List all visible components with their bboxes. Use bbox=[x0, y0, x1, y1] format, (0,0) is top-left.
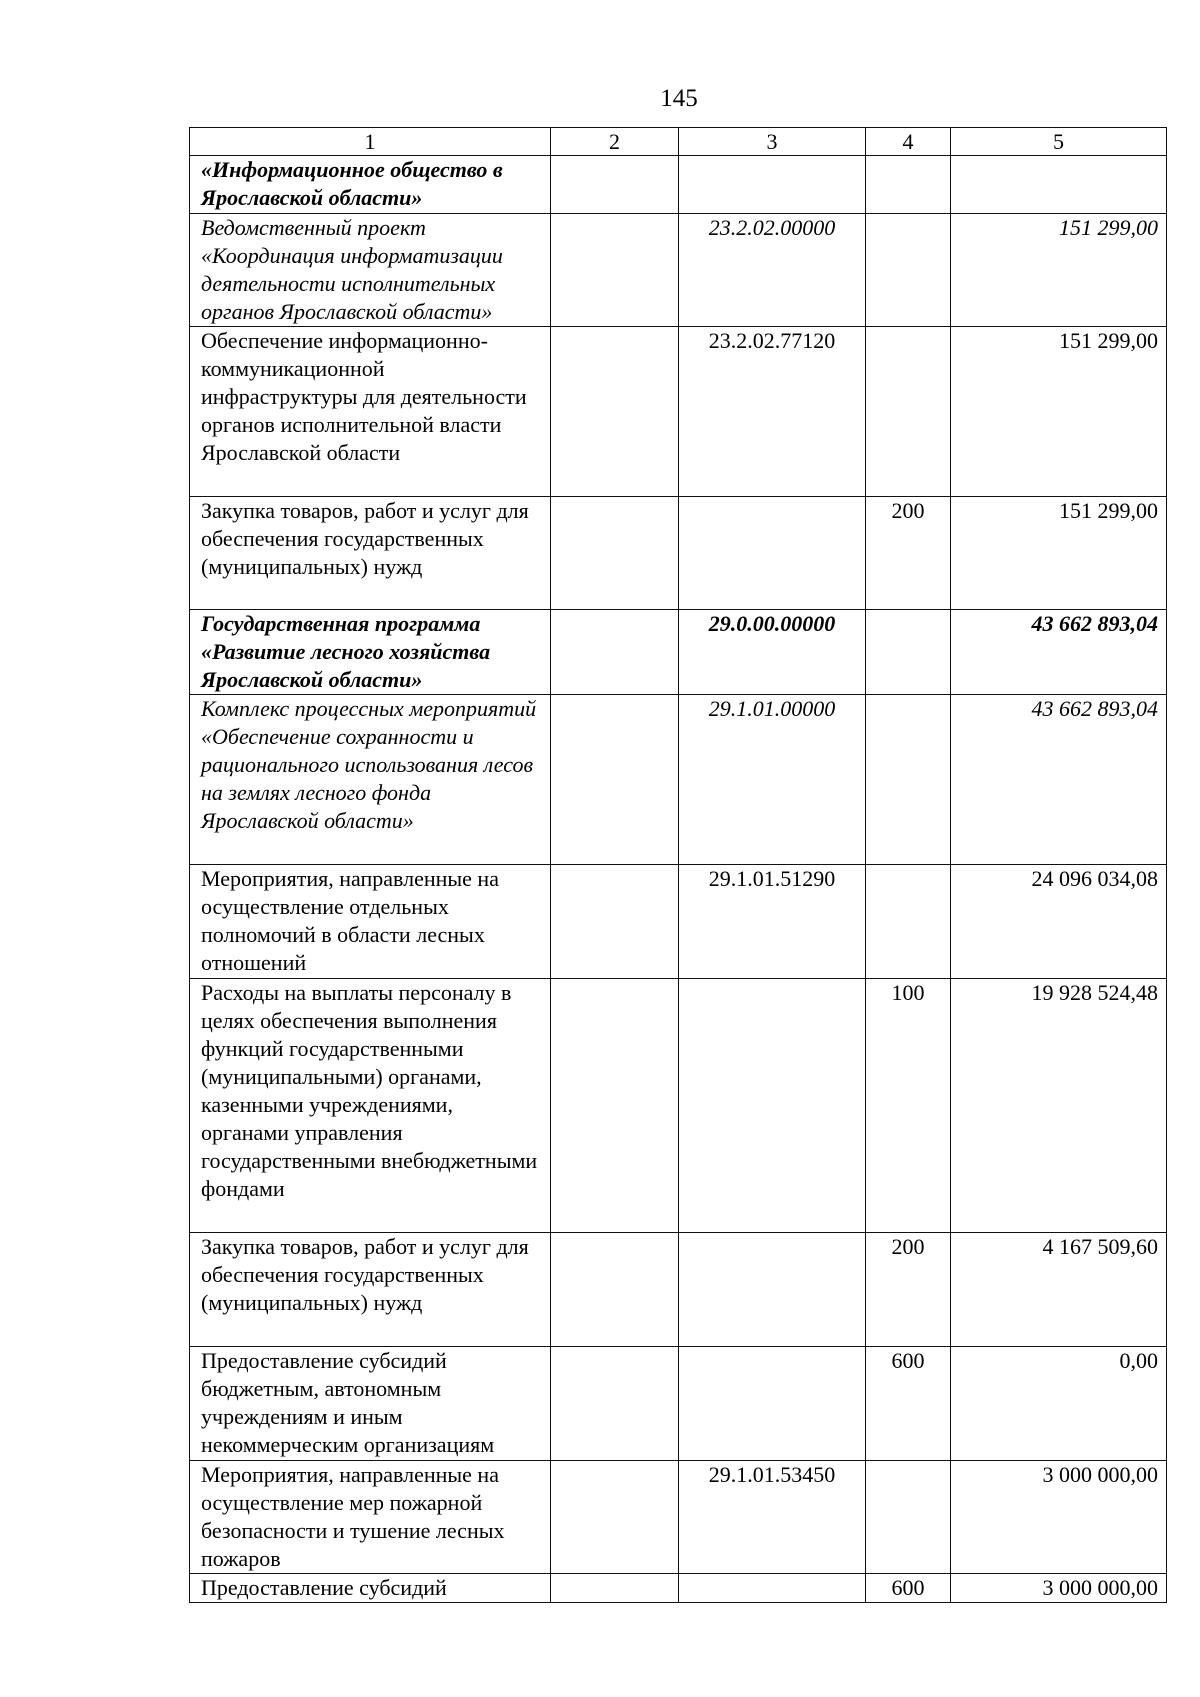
page-number: 145 bbox=[660, 85, 698, 112]
table-row bbox=[190, 497, 1167, 610]
column-header: 1 bbox=[190, 128, 551, 156]
row-name: Мероприятия, направленные на осуществление мер пожарной безопасности и тушение лесных пожаров bbox=[190, 1461, 551, 1574]
table-row bbox=[190, 1461, 1167, 1574]
row-name: Предоставление субсидий bbox=[190, 1574, 551, 1603]
row-name: Расходы на выплаты персоналу в целях обеспечения выполнения функций государственными (муниципальными) органами, казенными учреждениями, органами управления государственными внебюджетными фондами bbox=[190, 979, 551, 1233]
row-col2 bbox=[551, 1461, 679, 1574]
row-col2 bbox=[551, 214, 679, 327]
table-row bbox=[190, 327, 1167, 497]
row-name: Предоставление субсидий бюджетным, автономным учреждениям и иным некоммерческим организациям bbox=[190, 1347, 551, 1461]
row-code bbox=[679, 979, 866, 1233]
row-name: Закупка товаров, работ и услуг для обеспечения государственных (муниципальных) нужд bbox=[190, 497, 551, 610]
row-name: Комплекс процессных мероприятий «Обеспечение сохранности и рационального использования лесов на землях лесного фонда Ярославской области» bbox=[190, 695, 551, 865]
row-expense-type bbox=[866, 865, 951, 979]
table-row bbox=[190, 610, 1167, 695]
table-row bbox=[190, 156, 1167, 214]
column-header: 2 bbox=[551, 128, 679, 156]
row-amount bbox=[951, 156, 1167, 214]
row-code: 29.1.01.00000 bbox=[679, 695, 866, 865]
row-code: 29.0.00.00000 bbox=[679, 610, 866, 695]
row-code bbox=[679, 497, 866, 610]
row-amount: 151 299,00 bbox=[951, 214, 1167, 327]
row-amount: 3 000 000,00 bbox=[951, 1461, 1167, 1574]
budget-table bbox=[189, 127, 1167, 1603]
row-code: 23.2.02.77120 bbox=[679, 327, 866, 497]
row-amount: 0,00 bbox=[951, 1347, 1167, 1461]
table-row bbox=[190, 695, 1167, 865]
row-expense-type: 600 bbox=[866, 1347, 951, 1461]
row-name: Мероприятия, направленные на осуществление отдельных полномочий в области лесных отношений bbox=[190, 865, 551, 979]
row-amount: 43 662 893,04 bbox=[951, 610, 1167, 695]
row-name: Закупка товаров, работ и услуг для обеспечения государственных (муниципальных) нужд bbox=[190, 1233, 551, 1347]
table-header-row bbox=[190, 128, 1167, 156]
row-expense-type bbox=[866, 327, 951, 497]
row-code: 29.1.01.53450 bbox=[679, 1461, 866, 1574]
row-expense-type bbox=[866, 214, 951, 327]
table-row bbox=[190, 1233, 1167, 1347]
row-expense-type: 200 bbox=[866, 497, 951, 610]
row-code: 23.2.02.00000 bbox=[679, 214, 866, 327]
row-amount: 151 299,00 bbox=[951, 497, 1167, 610]
row-name: Обеспечение информационно-коммуникационной инфраструктуры для деятельности органов исполнительной власти Ярославской области bbox=[190, 327, 551, 497]
row-expense-type bbox=[866, 610, 951, 695]
row-col2 bbox=[551, 865, 679, 979]
row-code bbox=[679, 1574, 866, 1603]
table-row bbox=[190, 1574, 1167, 1603]
row-name: «Информационное общество в Ярославской области» bbox=[190, 156, 551, 214]
row-name: Ведомственный проект «Координация информатизации деятельности исполнительных органов Ярославской области» bbox=[190, 214, 551, 327]
row-code bbox=[679, 156, 866, 214]
row-code: 29.1.01.51290 bbox=[679, 865, 866, 979]
column-header: 4 bbox=[866, 128, 951, 156]
row-col2 bbox=[551, 497, 679, 610]
table-row bbox=[190, 865, 1167, 979]
row-code bbox=[679, 1347, 866, 1461]
row-amount: 4 167 509,60 bbox=[951, 1233, 1167, 1347]
row-expense-type bbox=[866, 1461, 951, 1574]
row-amount: 43 662 893,04 bbox=[951, 695, 1167, 865]
row-expense-type bbox=[866, 695, 951, 865]
row-amount: 3 000 000,00 bbox=[951, 1574, 1167, 1603]
row-col2 bbox=[551, 979, 679, 1233]
row-expense-type: 600 bbox=[866, 1574, 951, 1603]
column-header: 3 bbox=[679, 128, 866, 156]
row-amount: 19 928 524,48 bbox=[951, 979, 1167, 1233]
table-row bbox=[190, 979, 1167, 1233]
table-row bbox=[190, 214, 1167, 327]
row-expense-type: 100 bbox=[866, 979, 951, 1233]
row-col2 bbox=[551, 156, 679, 214]
row-expense-type: 200 bbox=[866, 1233, 951, 1347]
row-col2 bbox=[551, 327, 679, 497]
row-code bbox=[679, 1233, 866, 1347]
row-col2 bbox=[551, 1233, 679, 1347]
row-col2 bbox=[551, 1347, 679, 1461]
row-col2 bbox=[551, 1574, 679, 1603]
table-row bbox=[190, 1347, 1167, 1461]
row-col2 bbox=[551, 610, 679, 695]
row-expense-type bbox=[866, 156, 951, 214]
row-amount: 151 299,00 bbox=[951, 327, 1167, 497]
row-col2 bbox=[551, 695, 679, 865]
row-name: Государственная программа «Развитие лесного хозяйства Ярославской области» bbox=[190, 610, 551, 695]
row-amount: 24 096 034,08 bbox=[951, 865, 1167, 979]
column-header: 5 bbox=[951, 128, 1167, 156]
